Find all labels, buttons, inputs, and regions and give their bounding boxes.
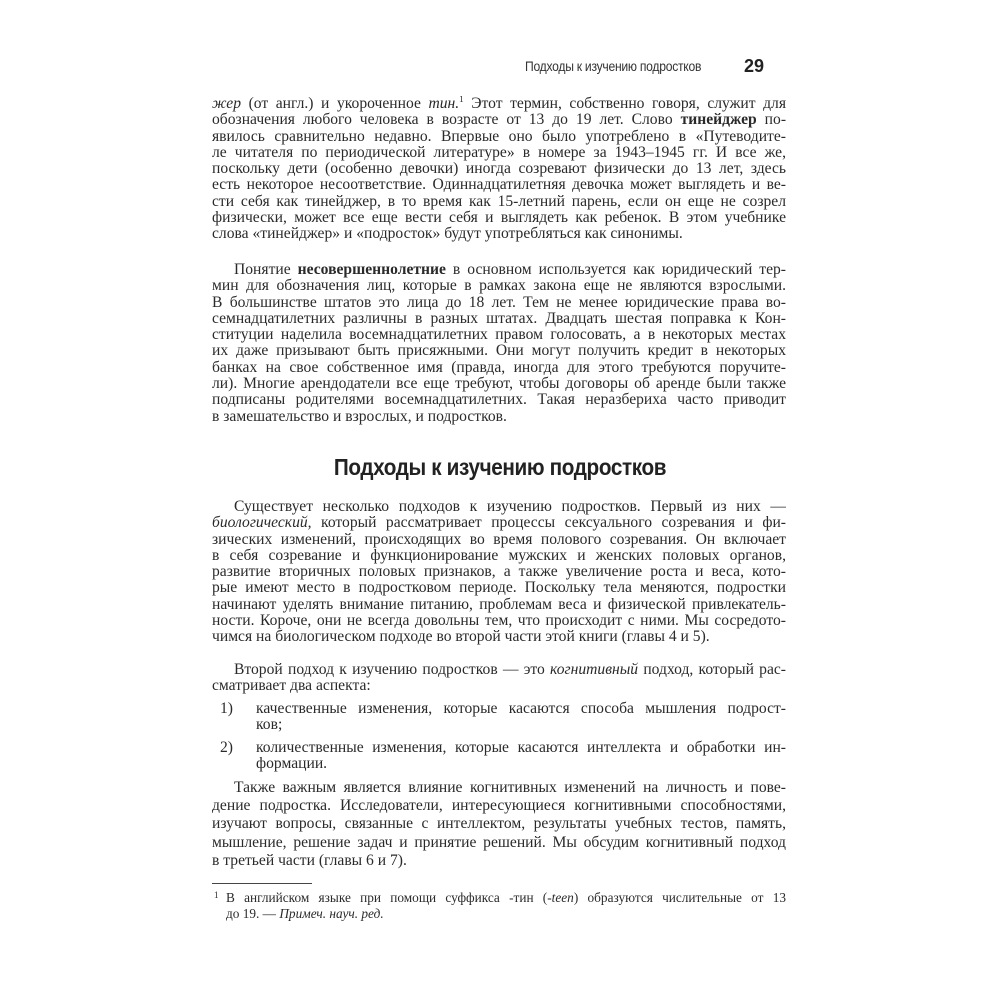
text-line: [212, 161, 786, 177]
text-line: [212, 629, 786, 645]
text-line: [212, 376, 786, 392]
text-run: в основном используется как юридический тер-: [445, 262, 786, 278]
text-line: [212, 262, 786, 278]
text-run: явилось сравнительно недавно. Впервые оно было употреблено в «Путеводите-: [212, 128, 786, 145]
text-run: семнадцатилетних различны в разных штатах. Двадцать шестая поправка к Кон-: [212, 310, 786, 327]
text-run: есть некоторое несоответствие. Одиннадцатилетняя девочка может выглядеть и ве-: [212, 177, 786, 194]
text-run: сматривает два аспекта:: [212, 678, 371, 695]
footnote-reference[interactable]: 1: [459, 96, 464, 104]
text-line: [212, 852, 786, 870]
text-line: [212, 597, 786, 613]
text-line: [212, 360, 786, 376]
text-run: В английском языке при помощи суффикса -тин (: [226, 890, 548, 905]
text-line: [212, 580, 786, 596]
italic-term: Примеч. науч. ред.: [279, 906, 384, 921]
text-run: зических изменений, происходящих во время полового созревания. Он включает: [212, 531, 786, 548]
text-run: Этот термин, собственно говоря, служит для: [463, 96, 786, 112]
page-number: 29: [744, 56, 765, 76]
text-line: [212, 515, 786, 531]
text-run: банках на свое собственное имя (правда, иногда для этого требуются поручите-: [212, 359, 786, 376]
text-line: [212, 532, 786, 548]
text-run: подход, который рас-: [638, 662, 786, 678]
italic-term: когнитивный: [550, 662, 639, 678]
text-run: подписаны родителями восемнадцатилетних. Такая неразбериха часто приводит: [212, 392, 786, 409]
text-run: в третьей части (главы 6 и 7).: [212, 851, 407, 869]
text-run: количественные изменения, которые касаются интеллекта и обработки ин-: [256, 739, 786, 756]
italic-term: биологический,: [212, 515, 312, 532]
italic-term: тин.: [428, 96, 460, 112]
text-line: [212, 210, 786, 226]
text-line: [212, 906, 786, 922]
text-line: [212, 129, 786, 145]
text-run: формации.: [256, 755, 328, 772]
text-line: [212, 392, 786, 408]
text-line: [212, 177, 786, 193]
text-run: качественные изменения, которые касаются способа мышления подрост-: [256, 701, 786, 717]
text-line: [212, 96, 786, 112]
list-number: 1): [220, 700, 233, 717]
footnote-divider: [212, 883, 312, 884]
text-line: [212, 311, 786, 327]
text-run: дение подростка. Исследователи, интересующиеся когнитивными способностями,: [212, 797, 786, 815]
text-line: [212, 701, 786, 717]
text-run: Понятие: [234, 262, 298, 278]
text-line: [212, 564, 786, 580]
text-run: Второй подход к изучению подростков — это: [234, 662, 551, 678]
text-run: обозначения любого человека в возрасте от 13 до 19 лет. Слово: [212, 112, 681, 129]
text-run: ков;: [256, 717, 283, 734]
text-line: [212, 499, 786, 515]
section-heading: Подходы к изучению подростков: [333, 454, 667, 480]
text-line: [212, 327, 786, 343]
text-run: чимся на биологическом подходе во второй части этой книги (главы 4 и 5).: [212, 629, 710, 646]
text-run: в замешательство и взрослых, и подростков.: [212, 408, 507, 425]
text-run: до 19. —: [226, 906, 280, 921]
text-line: [212, 740, 786, 756]
text-run: их даже призывают быть присяжными. Они могут получить кредит в некоторых: [212, 343, 786, 360]
text-line: [212, 548, 786, 564]
text-line: [212, 678, 786, 694]
text-run: (от англ.) и укороченное: [241, 96, 429, 112]
text-line: [212, 145, 786, 161]
text-run: Также важным является влияние когнитивных изменений на личность и пове-: [234, 779, 786, 796]
text-line: [212, 834, 786, 852]
text-run: мин для обозначения лиц, которые в рамках закона еще не являются взрослыми.: [212, 278, 786, 295]
text-run: рые имеют место в подростковом периоде. Поскольку тела меняются, подростки: [212, 580, 786, 597]
text-run: В большинстве штатов это лица до 18 лет. Тем не менее юридические права во-: [212, 294, 786, 311]
footnote-mark: 1: [214, 890, 219, 900]
footnote: [212, 890, 786, 922]
numbered-list: [212, 701, 786, 772]
text-line: [212, 662, 786, 678]
text-run: сти себя как тинейджер, в то время как 15-летний парень, если он еще не созрел: [212, 193, 786, 210]
text-line: [212, 815, 786, 833]
text-run: ности. Короче, они не всегда довольны тем, что происходит с ними. Мы сосредото-: [212, 613, 786, 630]
paragraph-cognitive: [212, 662, 786, 695]
text-line: [212, 797, 786, 815]
text-line: [212, 194, 786, 210]
running-header-title: Подходы к изучению подростков: [525, 59, 702, 74]
bold-term: тинейджер: [680, 112, 757, 129]
text-line: [212, 717, 786, 733]
text-run: изучают вопросы, связанные с интеллектом, результаты учебных тестов, память,: [212, 815, 786, 833]
paragraph-teenager: [212, 96, 786, 243]
text-line: [212, 278, 786, 294]
paragraph-cognitive-effects: [212, 779, 786, 870]
text-run: который рассматривает процессы сексуального созревания и фи-: [311, 515, 786, 532]
text-line: [212, 343, 786, 359]
text-line: [212, 409, 786, 425]
list-item: [212, 701, 786, 734]
text-run: слова «тинейджер» и «подросток» будут употребляться как синонимы.: [212, 226, 683, 243]
paragraph-minors: [212, 262, 786, 425]
bold-term: несовершеннолетние: [297, 262, 446, 278]
text-run: мышление, решение задач и принятие решений. Мы обсудим когнитивный подход: [212, 833, 786, 851]
paragraph-biological: [212, 499, 786, 646]
text-run: ли). Многие арендодатели все еще требуют, чтобы договоры об аренде были также: [212, 376, 786, 393]
list-number: 2): [220, 738, 233, 756]
text-run: поскольку дети (особенно девочки) иногда созревают физически до 13 лет, здесь: [212, 161, 786, 178]
text-run: ституции наделила восемнадцатилетних правом голосовать, а в некоторых местах: [212, 327, 786, 344]
text-run: ) образуются числительные от 13: [573, 890, 786, 905]
text-line: [212, 226, 786, 242]
italic-term: -teen: [547, 890, 574, 905]
text-run: ле читателя по периодической литературе» в номере за 1943–1945 гг. И все же,: [212, 144, 786, 161]
list-item: [212, 740, 786, 773]
text-run: по-: [756, 112, 786, 129]
text-line: [212, 890, 786, 906]
text-line: [212, 779, 786, 797]
italic-term: жер: [212, 96, 242, 112]
text-run: развитие вторичных половых признаков, а также увеличение роста и веса, кото-: [212, 564, 786, 581]
text-run: в себя созревание и функционирование мужских и женских половых органов,: [212, 547, 786, 564]
text-line: [212, 613, 786, 629]
text-run: начинают уделять внимание питанию, проблемам веса и физической привлекатель-: [212, 596, 786, 613]
text-line: [212, 295, 786, 311]
text-line: [212, 756, 786, 772]
text-run: физически, может все еще вести себя и выглядеть как ребенок. В этом учебнике: [212, 210, 786, 227]
text-line: [212, 112, 786, 128]
text-run: Существует несколько подходов к изучению подростков. Первый из них —: [234, 499, 786, 515]
